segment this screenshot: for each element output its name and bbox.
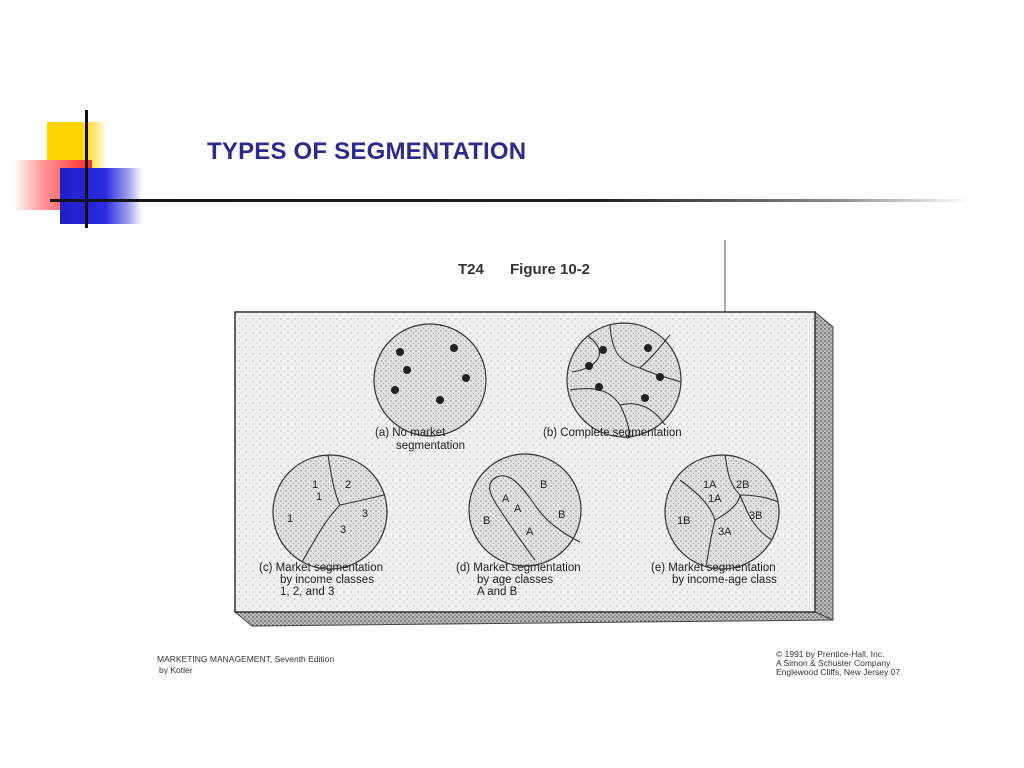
footer-book-title: MARKETING MANAGEMENT, Seventh Edition — [157, 654, 335, 664]
segment-label: A — [526, 526, 534, 538]
segment-label: 3B — [749, 510, 763, 522]
caption-d-line2: by age classes — [477, 574, 554, 586]
customer-dot — [462, 374, 470, 382]
customer-dot — [403, 366, 411, 374]
segment-label: 2B — [736, 479, 750, 491]
blue-square-decoration — [60, 168, 142, 224]
caption-a-line1: (a) No market — [375, 427, 446, 439]
customer-dot — [436, 396, 444, 404]
caption-c-line2: by income classes — [280, 574, 374, 586]
box-bottom-edge — [235, 612, 833, 626]
slide-title: TYPES OF SEGMENTATION — [207, 138, 527, 165]
caption-e-line1: (e) Market segmentation — [651, 562, 776, 574]
figure-code: T24 — [458, 261, 484, 278]
segment-label: 1 — [287, 513, 294, 525]
customer-dot — [641, 394, 649, 402]
customer-dot — [450, 344, 458, 352]
segment-label: 2 — [345, 479, 352, 491]
vertical-rule — [85, 110, 88, 228]
segment-label: B — [540, 479, 548, 491]
caption-d-line3: A and B — [477, 586, 518, 598]
caption-d-line1: (d) Market segmentation — [456, 562, 581, 574]
segment-label: 1A — [703, 479, 717, 491]
footer-location: Englewood Cliffs, New Jersey 07 — [776, 667, 901, 677]
segment-label: 3 — [362, 508, 369, 520]
segment-label: A — [514, 503, 522, 515]
customer-dot — [644, 344, 652, 352]
caption-c-line1: (c) Market segmentation — [259, 562, 383, 574]
customer-dot — [595, 383, 603, 391]
footer-copyright: © 1991 by Prentice-Hall, Inc. — [776, 649, 885, 659]
customer-dot — [599, 346, 607, 354]
figure-name: Figure 10-2 — [510, 261, 591, 278]
caption-c-line3: 1, 2, and 3 — [280, 586, 335, 598]
caption-b-line1: (b) Complete segmentation — [543, 427, 682, 439]
horizontal-rule — [50, 199, 970, 202]
footer-author: by Kotler — [159, 665, 193, 675]
caption-e-line2: by income-age class — [672, 574, 777, 586]
customer-dot — [585, 362, 593, 370]
segment-label: A — [502, 493, 510, 505]
segment-label: 1 — [312, 479, 319, 491]
segment-label: 3 — [340, 524, 347, 536]
footer-publisher: A Simon & Schuster Company — [776, 658, 891, 668]
segment-label: 1B — [677, 515, 691, 527]
segment-label: 3A — [718, 526, 732, 538]
box-right-edge — [815, 312, 833, 620]
segment-label: 1A — [708, 493, 722, 505]
customer-dot — [396, 348, 404, 356]
customer-dot — [391, 386, 399, 394]
scanned-figure — [140, 240, 920, 700]
customer-dot — [656, 373, 664, 381]
segment-label: B — [558, 509, 566, 521]
segment-label: 1 — [316, 491, 323, 503]
segment-label: B — [483, 515, 491, 527]
caption-a-line2: segmentation — [396, 440, 466, 452]
